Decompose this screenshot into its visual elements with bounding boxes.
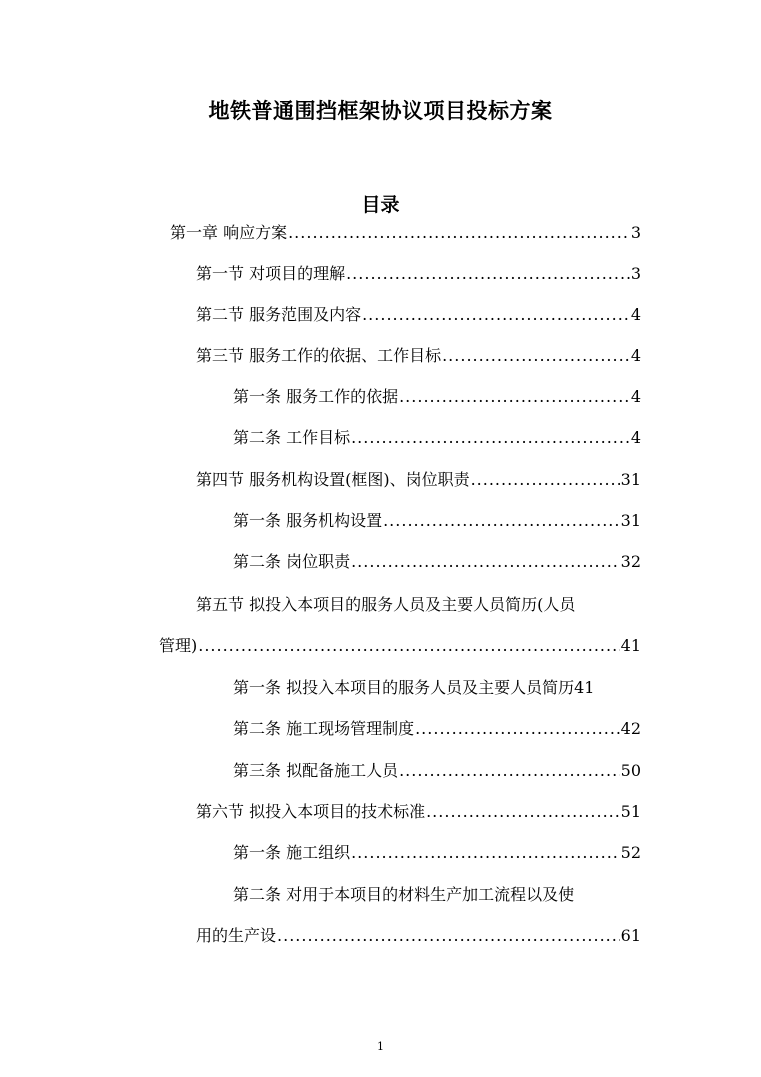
toc-leader-dots xyxy=(442,345,630,367)
toc-entry-section-6-article-2[interactable] xyxy=(196,921,641,947)
toc-leader-dots xyxy=(277,925,620,947)
toc-leader-dots xyxy=(426,801,620,823)
toc-entry-section-6-article-2-line-1[interactable]: 第二条 对用于本项目的材料生产加工流程以及使 xyxy=(233,885,575,904)
toc-heading: 目录 xyxy=(361,194,400,216)
toc-entry-label: 第三条 拟配备施工人员 xyxy=(233,761,399,780)
toc-leader-dots xyxy=(415,718,620,740)
toc-entry-label: 第一节 对项目的理解 xyxy=(196,264,346,283)
toc-entry-page: 4 xyxy=(630,305,641,324)
toc-entry-page: 51 xyxy=(620,802,641,821)
toc-entry-label: 第一条 拟投入本项目的服务人员及主要人员简历 xyxy=(233,678,575,697)
toc-entry-section-5-article-2[interactable] xyxy=(233,714,641,740)
toc-entry-page: 31 xyxy=(620,470,641,489)
toc-entry-page: 4 xyxy=(630,346,641,365)
toc-leader-dots xyxy=(198,635,619,657)
toc-entry-page: 3 xyxy=(630,264,641,283)
toc-entry-section-4-article-1[interactable] xyxy=(233,506,641,532)
toc-entry-label: 第一条 服务机构设置 xyxy=(233,511,383,530)
toc-entry-page: 41 xyxy=(620,636,641,655)
toc-leader-dots xyxy=(383,510,620,532)
toc-entry-page: 4 xyxy=(630,387,641,406)
toc-entry-section-4[interactable] xyxy=(196,465,641,491)
page-number: 1 xyxy=(377,1040,384,1053)
toc-entry-section-6-article-1[interactable] xyxy=(233,838,641,864)
toc-entry-section-5[interactable] xyxy=(159,631,641,657)
toc-leader-dots xyxy=(471,469,620,491)
toc-entry-page: 41 xyxy=(574,678,595,697)
toc-entry-label: 用的生产设 xyxy=(196,926,277,945)
toc-entry-label: 第三节 服务工作的依据、工作目标 xyxy=(196,346,442,365)
toc-entry-section-5-article-3[interactable] xyxy=(233,756,641,782)
toc-entry-page: 42 xyxy=(620,719,641,738)
toc-entry-label: 管理) xyxy=(159,636,198,655)
toc-entry-label: 第四节 服务机构设置(框图)、岗位职责 xyxy=(196,470,470,489)
toc-entry-label: 第二节 服务范围及内容 xyxy=(196,305,362,324)
toc-entry-chapter-1[interactable] xyxy=(170,218,641,244)
toc-entry-label: 第六节 拟投入本项目的技术标准 xyxy=(196,802,426,821)
toc-leader-dots xyxy=(351,842,620,864)
toc-entry-section-2[interactable] xyxy=(196,300,641,326)
toc-entry-page: 50 xyxy=(620,761,641,780)
toc-leader-dots xyxy=(351,551,620,573)
toc-entry-section-1[interactable] xyxy=(196,259,641,285)
toc-entry-section-3[interactable] xyxy=(196,341,641,367)
toc-leader-dots xyxy=(351,427,630,449)
toc-leader-dots xyxy=(346,263,630,285)
toc-entry-section-3-article-1[interactable] xyxy=(233,382,641,408)
toc-entry-section-4-article-2[interactable] xyxy=(233,547,641,573)
document-title: 地铁普通围挡框架协议项目投标方案 xyxy=(208,99,553,123)
toc-entry-label: 第二条 工作目标 xyxy=(233,428,351,447)
toc-entry-section-3-article-2[interactable] xyxy=(233,423,641,449)
toc-entry-label: 第一条 服务工作的依据 xyxy=(233,387,399,406)
toc-entry-label: 第一条 施工组织 xyxy=(233,843,351,862)
toc-leader-dots xyxy=(362,304,630,326)
toc-entry-page: 52 xyxy=(620,843,641,862)
toc-entry-label: 第二条 岗位职责 xyxy=(233,552,351,571)
toc-leader-dots xyxy=(399,386,630,408)
toc-entry-section-5-article-1[interactable] xyxy=(233,673,643,699)
toc-leader-dots xyxy=(399,760,620,782)
toc-entry-label: 第二条 施工现场管理制度 xyxy=(233,719,415,738)
toc-entry-section-6[interactable] xyxy=(196,797,641,823)
toc-entry-label: 第一章 响应方案 xyxy=(170,223,288,242)
toc-entry-page: 4 xyxy=(630,428,641,447)
toc-entry-page: 61 xyxy=(620,926,641,945)
toc-entry-page: 3 xyxy=(630,223,641,242)
toc-entry-page: 32 xyxy=(620,552,641,571)
toc-entry-page: 31 xyxy=(620,511,641,530)
toc-entry-section-5-line-1[interactable]: 第五节 拟投入本项目的服务人员及主要人员简历(人员 xyxy=(196,595,576,614)
toc-leader-dots xyxy=(288,222,630,244)
